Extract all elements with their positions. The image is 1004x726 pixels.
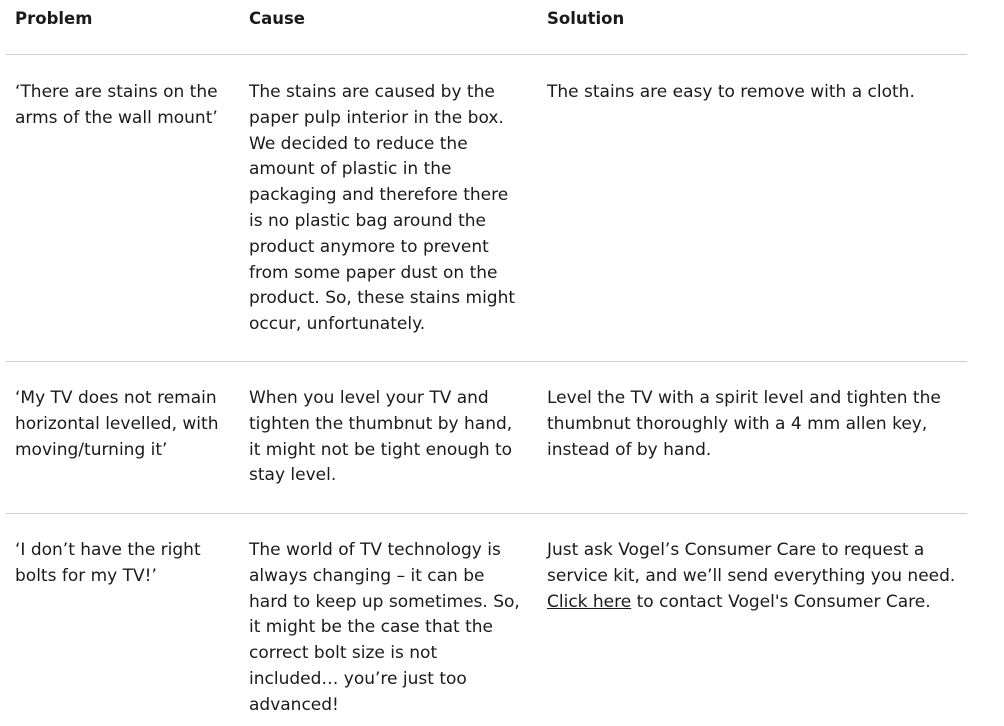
header-cause: Cause bbox=[249, 9, 306, 28]
row-1-solution: The stains are easy to remove with a cloth. bbox=[547, 82, 915, 102]
divider bbox=[6, 54, 967, 55]
row-1-problem: ‘There are stains on the arms of the wall mount’ bbox=[15, 82, 218, 128]
row-3-solution bbox=[547, 538, 959, 615]
divider bbox=[6, 513, 967, 514]
row-3-problem: ‘I don’t have the right bolts for my TV!’ bbox=[15, 540, 201, 586]
row-2-solution: Level the TV with a spirit level and tighten the thumbnut thoroughly with a 4 mm allen key, instead of by hand. bbox=[547, 388, 941, 460]
row-3-solution-text: Just ask Vogel’s Consumer Care to request a service kit, and we’ll send everything you need. bbox=[547, 540, 956, 586]
row-1-cause: The stains are caused by the paper pulp interior in the box. We decided to reduce the amount of plastic in the packaging and therefore there is no plastic bag around the product anymore to prevent from some paper dust on the product. So, these stains might occur, unfortunately. bbox=[249, 82, 516, 335]
contact-consumer-care-link[interactable]: Click here bbox=[547, 591, 632, 612]
divider bbox=[6, 361, 967, 362]
row-2-cause: When you level your TV and tighten the thumbnut by hand, it might not be tight enough to stay level. bbox=[249, 388, 513, 486]
row-3-solution-after-link: to contact Vogel's Consumer Care. bbox=[631, 591, 931, 612]
row-2-problem: ‘My TV does not remain horizontal levelled, with moving/turning it’ bbox=[15, 388, 219, 460]
header-problem: Problem bbox=[15, 9, 93, 28]
row-3-cause: The world of TV technology is always changing – it can be hard to keep up sometimes. So, it might be the case that the correct bolt size is not included… you’re just too advanced! bbox=[249, 540, 520, 715]
header-solution: Solution bbox=[547, 9, 625, 28]
